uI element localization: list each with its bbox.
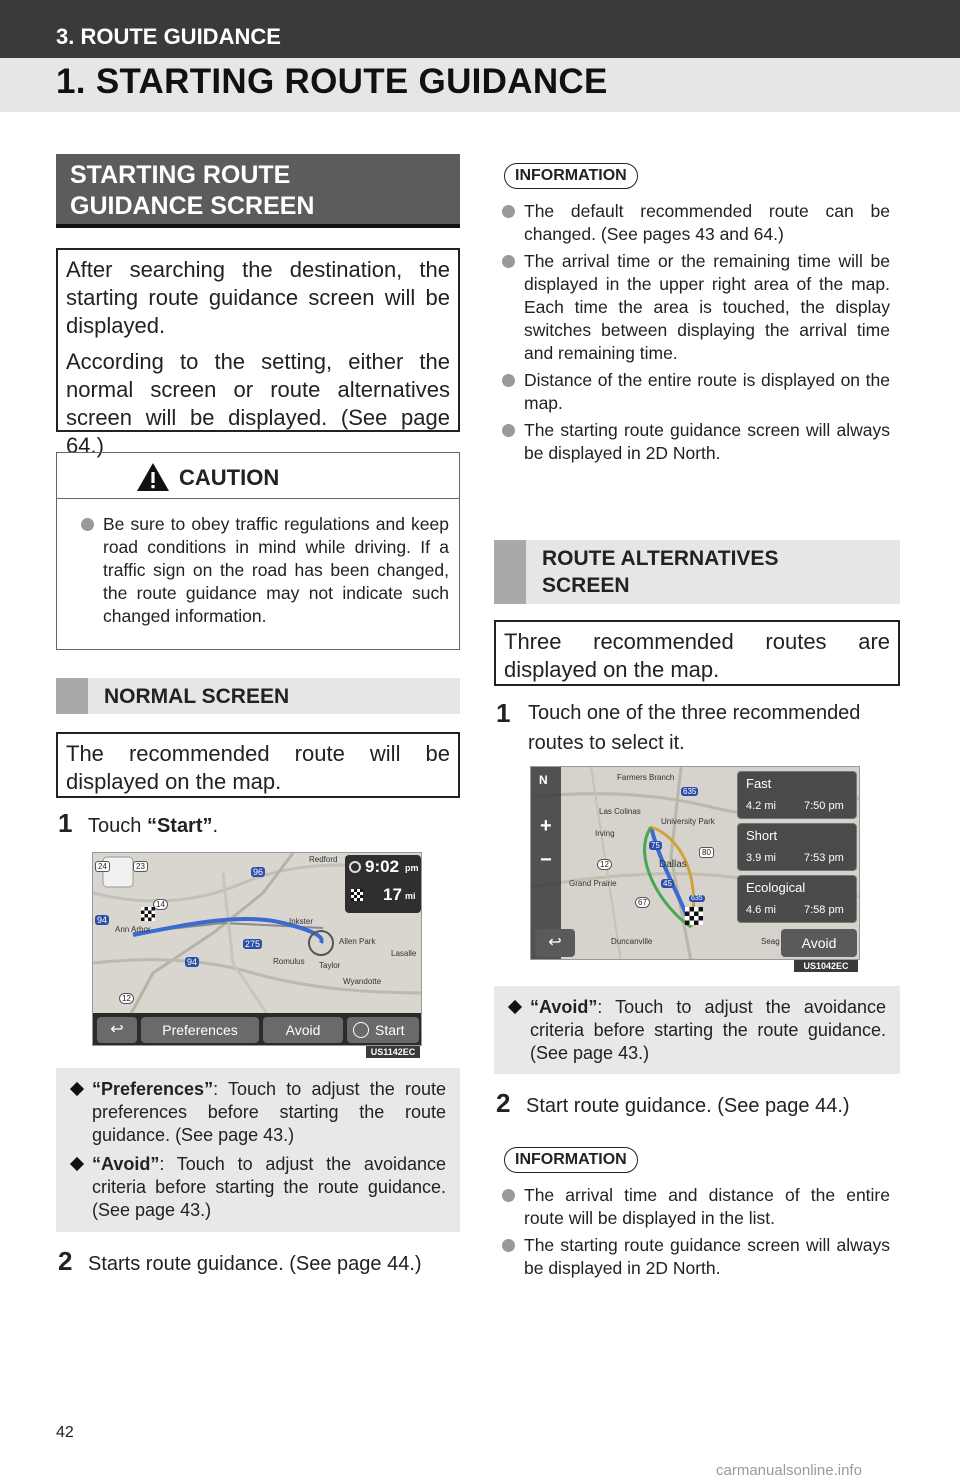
diamond-bullet-icon [70, 1082, 84, 1096]
route-distance-unit: mi [405, 891, 416, 901]
place-label: Wyandotte [343, 977, 382, 986]
road-shield: 23 [133, 861, 148, 872]
intro-paragraph-2: According to the setting, either the normal screen or route alternatives screen will be displayed. (See page 64.) [66, 349, 450, 458]
place-label: Farmers Branch [617, 773, 675, 782]
avoid-quote: “Avoid” [530, 997, 598, 1017]
back-icon: ↩ [548, 934, 562, 951]
caution-header [57, 453, 459, 499]
road-shield: 45 [663, 879, 672, 888]
route-distance: 4.2 mi [746, 800, 776, 812]
info-item [502, 1234, 890, 1280]
step-text: Start route guidance. (See page 44.) [526, 1095, 850, 1117]
info-item [502, 1184, 890, 1230]
info-text: The starting route guidance screen will always be displayed in 2D North. [524, 420, 890, 463]
back-icon: ↩ [110, 1021, 124, 1038]
map-1-button-bar [93, 1013, 422, 1046]
normal-screen-map [92, 852, 422, 1046]
place-label: Dallas [659, 859, 687, 870]
normal-screen-heading [56, 678, 460, 714]
route-distance: 4.6 mi [746, 904, 776, 916]
step-number: 1 [496, 698, 511, 728]
route-time: 7:53 pm [804, 852, 844, 864]
step-number: 2 [496, 1088, 511, 1118]
step-number: 1 [58, 808, 73, 838]
road-shield: 635 [683, 787, 697, 796]
step-2-right [496, 1088, 850, 1119]
step-1-right [496, 698, 900, 758]
place-label: Lasalle [391, 949, 417, 958]
checkered-flag-icon [685, 907, 703, 925]
zoom-out-button[interactable]: − [540, 849, 552, 871]
information-tag: INFORMATION [504, 163, 638, 189]
page-number: 42 [56, 1424, 74, 1441]
normal-desc-box [56, 732, 460, 798]
avoid-button[interactable]: Avoid [263, 1017, 343, 1043]
info-item [502, 200, 890, 246]
place-label: Redford [309, 855, 338, 864]
heading-line-1: ROUTE ALTERNATIVES [542, 547, 779, 570]
road-shield: 75 [651, 841, 660, 850]
route-alternatives-title [542, 545, 778, 599]
road-shield: 14 [153, 899, 168, 910]
arrival-time-suffix: pm [405, 863, 419, 873]
route-name: Short [746, 828, 778, 843]
road-shield: 12 [119, 993, 134, 1004]
place-label: Taylor [319, 961, 341, 970]
screenshot-id: US1042EC [794, 960, 858, 972]
road-shield: 275 [245, 939, 261, 949]
preferences-button[interactable]: Preferences [141, 1017, 259, 1043]
back-button[interactable] [97, 1017, 137, 1043]
start-label: Start [375, 1022, 405, 1038]
alternatives-notes-list [508, 996, 886, 1065]
intro-box [56, 248, 460, 458]
info-item [502, 250, 890, 365]
place-label: Ann Arbor [115, 925, 151, 934]
place-label: Las Colinas [599, 807, 641, 816]
place-label: Duncanville [611, 937, 653, 946]
route-name: Ecological [746, 880, 806, 895]
place-label: Grand Prairie [569, 879, 617, 888]
place-label: Seag [761, 937, 780, 946]
place-label: University Park [661, 817, 715, 826]
route-time: 7:50 pm [804, 800, 844, 812]
arrival-time-panel[interactable] [345, 855, 421, 913]
start-quote: “Start” [146, 815, 213, 837]
note-text: : Touch to adjust the route preferences before starting the route guidance. (See page 43.) [92, 1079, 446, 1145]
route-name: Fast [746, 776, 772, 791]
note-avoid [70, 1153, 446, 1222]
zoom-in-button[interactable]: + [540, 815, 552, 837]
bullet-icon [502, 205, 515, 218]
place-label: Inkster [289, 917, 314, 926]
starting-screen-heading [56, 154, 460, 228]
step-punct: . [212, 815, 219, 837]
heading-tab [56, 678, 88, 714]
caution-text: Be sure to obey traffic regulations and keep road conditions in mind while driving. If a traffic sign on the road has been changed, the route guidance may not indicate such changed information. [103, 514, 449, 626]
preferences-quote: “Preferences” [92, 1079, 214, 1099]
route-option-short[interactable] [737, 823, 857, 871]
place-label: Romulus [273, 957, 305, 966]
alternatives-desc-box [494, 620, 900, 686]
step-text: Touch [88, 815, 147, 837]
compass-n[interactable]: N [539, 773, 548, 787]
flag-icon [351, 889, 363, 901]
caution-title: CAUTION [179, 465, 280, 490]
alternatives-desc: Three recommended routes are displayed on the map. [504, 629, 890, 682]
step-text: Starts route guidance. (See page 44.) [88, 1253, 422, 1275]
caution-list [57, 499, 459, 628]
bullet-icon [502, 1189, 515, 1202]
watermark: carmanualsonline.info [716, 1462, 862, 1479]
normal-desc: The recommended route will be displayed on the map. [66, 741, 450, 794]
normal-screen-notes [56, 1068, 460, 1232]
step-1-left [58, 808, 218, 839]
bullet-icon [502, 1239, 515, 1252]
place-label: Irving [595, 829, 615, 838]
note-text: : Touch to adjust the avoidance criteria before starting the route guidance. (See page 43.) [530, 997, 886, 1063]
route-time: 7:58 pm [804, 904, 844, 916]
heading-line-2: GUIDANCE SCREEN [70, 192, 315, 220]
arrival-time: 9:02 [365, 857, 400, 876]
alternatives-notes [494, 986, 900, 1074]
route-option-fast[interactable] [737, 771, 857, 819]
road-shield: 24 [95, 861, 110, 872]
page-title: 1. STARTING ROUTE GUIDANCE [56, 62, 608, 101]
step-text: Touch one of the three recommended routes to select it. [528, 702, 861, 754]
route-option-ecological[interactable] [737, 875, 857, 923]
road-shield: 12 [597, 859, 612, 870]
bullet-icon [502, 255, 515, 268]
info-text: The default recommended route can be changed. (See pages 43 and 64.) [524, 201, 890, 244]
normal-notes-list [70, 1078, 446, 1222]
route-alternatives-heading [494, 540, 900, 604]
info-text: The arrival time or the remaining time will be displayed in the upper right area of the map. Each time the area is touched, the display switches between displaying the arrival time and remaining time. [524, 251, 890, 363]
information-list-1 [502, 200, 890, 465]
avoid-quote: “Avoid” [92, 1154, 160, 1174]
info-item [502, 419, 890, 465]
road-shield: 635 [691, 895, 703, 902]
info-text: The starting route guidance screen will always be displayed in 2D North. [524, 1235, 890, 1278]
caution-box [56, 452, 460, 650]
road-shield: 80 [699, 847, 714, 858]
route-distance: 3.9 mi [746, 852, 776, 864]
road-shield: 67 [635, 897, 650, 908]
warning-triangle-icon [135, 461, 171, 493]
heading-line-2: SCREEN [542, 574, 630, 597]
normal-screen-title: NORMAL SCREEN [104, 685, 290, 708]
bullet-icon [81, 518, 94, 531]
diamond-bullet-icon [508, 1000, 522, 1014]
screenshot-id: US1142EC [366, 1046, 420, 1058]
avoid-button[interactable]: Avoid [781, 929, 857, 957]
heading-line-1: STARTING ROUTE [70, 161, 291, 189]
road-shield: 96 [253, 867, 264, 877]
caution-item [81, 513, 449, 628]
step-number: 2 [58, 1246, 73, 1276]
route-alternatives-map [530, 766, 860, 960]
back-button[interactable] [535, 929, 575, 957]
intro-paragraph-1: After searching the destination, the starting route guidance screen will be displayed. [66, 257, 450, 338]
compass-icon [353, 1022, 369, 1038]
bullet-icon [502, 374, 515, 387]
info-text: Distance of the entire route is displayed on the map. [524, 370, 890, 413]
road-shield: 94 [187, 957, 198, 967]
note-text: : Touch to adjust the avoidance criteria before starting the route guidance. (See page 43.) [92, 1154, 446, 1220]
checkered-flag-icon [141, 907, 155, 921]
information-list-2 [502, 1184, 890, 1280]
note-preferences [70, 1078, 446, 1147]
clock-icon [349, 861, 361, 873]
info-item [502, 369, 890, 415]
route-distance: 17 [383, 885, 402, 904]
start-button[interactable] [347, 1017, 419, 1043]
diamond-bullet-icon [70, 1157, 84, 1171]
note-avoid [508, 996, 886, 1065]
info-text: The arrival time and distance of the entire route will be displayed in the list. [524, 1185, 890, 1228]
information-tag: INFORMATION [504, 1147, 638, 1173]
place-label: Allen Park [339, 937, 376, 946]
step-2-left [58, 1246, 422, 1277]
heading-tab [494, 540, 526, 604]
road-shield: 94 [97, 915, 108, 925]
bullet-icon [502, 424, 515, 437]
section-label: 3. ROUTE GUIDANCE [56, 24, 281, 49]
